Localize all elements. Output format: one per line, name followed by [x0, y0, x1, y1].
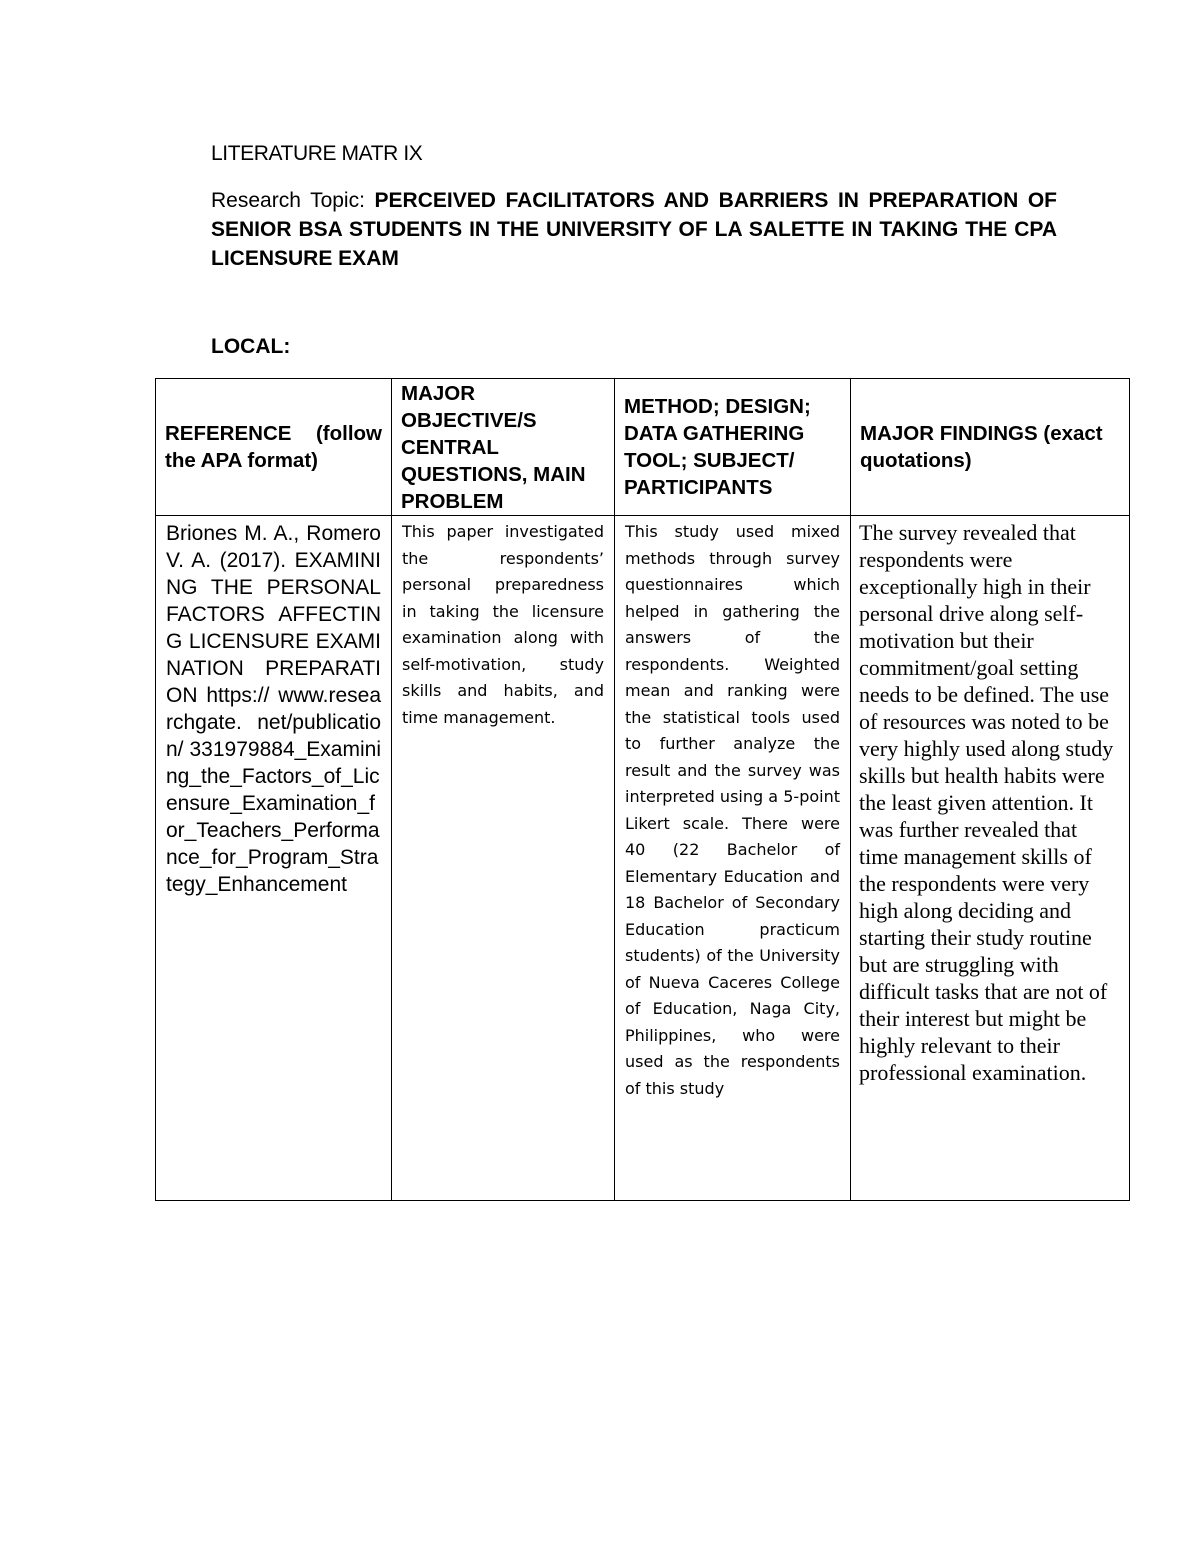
research-topic — [211, 186, 1057, 273]
header-reference: REFERENCE (follow the APA format) — [156, 379, 392, 516]
header-major-objectives: MAJOR OBJECTIVE/S CENTRAL QUESTIONS, MAIN PROBLEM — [392, 379, 615, 516]
table-header-row — [156, 379, 1130, 516]
cell-reference: Briones M. A., Romero V. A. (2017). EXAMINING THE PERSONAL FACTORS AFFECTING LICENSURE EXAMINATION PREPARATION https:// www.researchgate. net/publication/ 331979884_Examining_the_Factors_of_Licensure_Examination_for_Teachers_Performance_for_Program_Strategy_Enhancement — [156, 516, 392, 1201]
header-major-findings: MAJOR FINDINGS (exact quotations) — [851, 379, 1130, 516]
table-row — [156, 516, 1130, 1201]
literature-matrix-table — [155, 378, 1130, 1201]
research-topic-label: Research Topic: — [211, 189, 365, 212]
header-method: METHOD; DESIGN; DATA GATHERING TOOL; SUBJECT/ PARTICIPANTS — [615, 379, 851, 516]
cell-findings: The survey revealed that respondents were exceptionally high in their personal drive along self-motivation but their commitment/goal setting needs to be defined. The use of resources was noted to be very highly used along study skills but health habits were the least given attention. It was further revealed that time management skills of the respondents were very high along deciding and starting their study routine but are struggling with difficult tasks that are not of their interest but might be highly relevant to their professional examination. — [851, 516, 1130, 1201]
research-topic-value: PERCEIVED FACILITATORS AND BARRIERS IN PREPARATION OF SENIOR BSA STUDENTS IN THE UNIVERSITY OF LA SALETTE IN TAKING THE CPA LICENSURE EXAM — [211, 189, 1057, 270]
section-label-local: LOCAL: — [211, 335, 291, 358]
cell-method: This study used mixed methods through survey questionnaires which helped in gathering the answers of the respondents. Weighted mean and ranking were the statistical tools used to further analyze the result and the survey was interpreted using a 5-point Likert scale. There were 40 (22 Bachelor of Elementary Education and 18 Bachelor of Secondary Education practicum students) of the University of Nueva Caceres College of Education, Naga City, Philippines, who were used as the respondents of this study — [615, 516, 851, 1201]
page-title: LITERATURE MATR IX — [211, 142, 423, 165]
cell-objective: This paper investigated the respondents’ personal preparedness in taking the licensure examination along with self-motivation, study skills and habits, and time management. — [392, 516, 615, 1201]
